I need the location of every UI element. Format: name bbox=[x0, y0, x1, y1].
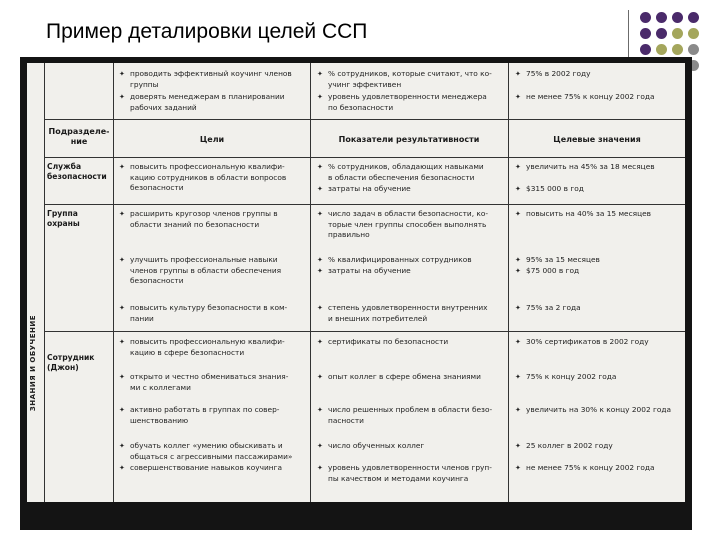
target-item bbox=[515, 372, 685, 383]
target-item bbox=[515, 209, 685, 220]
item-text: расширить кругозор членов группы в области знаний по безопасности bbox=[130, 209, 278, 229]
goal-item bbox=[119, 337, 309, 358]
grid-line bbox=[310, 63, 311, 502]
bullet-icon: ✦ bbox=[515, 267, 521, 275]
bullet-icon: ✦ bbox=[515, 70, 521, 78]
item-text: число обученных коллег bbox=[328, 441, 425, 450]
goal-item bbox=[119, 303, 309, 324]
decorative-dot bbox=[656, 28, 667, 39]
indicator-item bbox=[317, 463, 507, 484]
item-text: степень удовлетворенности внутренних и внешних потребителей bbox=[328, 303, 488, 323]
decorative-dot bbox=[656, 44, 667, 55]
bullet-icon: ✦ bbox=[119, 338, 125, 346]
bullet-icon: ✦ bbox=[515, 442, 521, 450]
bullet-icon: ✦ bbox=[515, 93, 521, 101]
indicator-item bbox=[317, 184, 507, 195]
item-text: 25 коллег в 2002 году bbox=[526, 441, 613, 450]
item-text: открыто и честно обмениваться знания- ми с коллегами bbox=[130, 372, 289, 392]
header-targets: Целевые значения bbox=[553, 135, 641, 144]
bullet-icon: ✦ bbox=[119, 304, 125, 312]
goal-item bbox=[119, 69, 309, 90]
item-text: увеличить на 45% за 18 месяцев bbox=[526, 162, 655, 171]
grid-line bbox=[44, 331, 685, 332]
bullet-icon: ✦ bbox=[119, 93, 125, 101]
bullet-icon: ✦ bbox=[515, 163, 521, 171]
bullet-icon: ✦ bbox=[119, 256, 125, 264]
target-item bbox=[515, 162, 685, 173]
indicator-item bbox=[317, 92, 507, 113]
grid-line bbox=[44, 157, 685, 158]
item-text: % сотрудников, обладающих навыками в области обеспечения безопасности bbox=[328, 162, 484, 182]
indicator-item bbox=[317, 441, 507, 452]
bullet-icon: ✦ bbox=[515, 406, 521, 414]
indicator-item bbox=[317, 266, 507, 277]
item-text: $315 000 в год bbox=[526, 184, 584, 193]
target-item bbox=[515, 184, 685, 195]
item-text: повысить на 40% за 15 месяцев bbox=[526, 209, 652, 218]
target-item bbox=[515, 405, 685, 416]
bullet-icon: ✦ bbox=[317, 373, 323, 381]
bullet-icon: ✦ bbox=[515, 464, 521, 472]
decorative-dot bbox=[672, 12, 683, 23]
goal-item bbox=[119, 92, 309, 113]
bullet-icon: ✦ bbox=[317, 267, 323, 275]
unit-security: Служба безопасности bbox=[47, 162, 107, 181]
bullet-icon: ✦ bbox=[317, 70, 323, 78]
goal-item bbox=[119, 372, 309, 393]
item-text: активно работать в группах по совер- шенствованию bbox=[130, 405, 280, 425]
item-text: затраты на обучение bbox=[328, 184, 411, 193]
target-item bbox=[515, 69, 685, 80]
indicator-item bbox=[317, 372, 507, 383]
target-item bbox=[515, 441, 685, 452]
grid-line bbox=[44, 119, 685, 120]
bullet-icon: ✦ bbox=[317, 185, 323, 193]
item-text: 30% сертификатов в 2002 году bbox=[526, 337, 649, 346]
bullet-icon: ✦ bbox=[119, 442, 125, 450]
header-goals: Цели bbox=[199, 135, 225, 144]
bullet-icon: ✦ bbox=[317, 442, 323, 450]
goal-item bbox=[119, 405, 309, 426]
item-text: 75% за 2 года bbox=[526, 303, 581, 312]
target-item bbox=[515, 463, 685, 474]
decorative-dot bbox=[656, 12, 667, 23]
indicator-item bbox=[317, 69, 507, 90]
slide-title: Пример деталировки целей ССП bbox=[46, 20, 368, 43]
bullet-icon: ✦ bbox=[515, 210, 521, 218]
item-text: % сотрудников, которые считают, что ко- учинг эффективен bbox=[328, 69, 492, 89]
goal-item bbox=[119, 209, 309, 230]
unit-employee: Сотрудник (Джон) bbox=[47, 353, 95, 372]
header-unit: Подразделе- ние bbox=[48, 127, 110, 146]
bullet-icon: ✦ bbox=[515, 373, 521, 381]
item-text: увеличить на 30% к концу 2002 года bbox=[526, 405, 672, 414]
goal-item bbox=[119, 255, 309, 287]
scanned-table bbox=[27, 63, 685, 502]
indicator-item bbox=[317, 337, 507, 348]
grid-line bbox=[508, 63, 509, 502]
item-text: уровень удовлетворенности менеджера по безопасности bbox=[328, 92, 487, 112]
item-text: число задач в области безопасности, ко- торые член группы способен выполнять правильно bbox=[328, 209, 489, 239]
bullet-icon: ✦ bbox=[317, 256, 323, 264]
item-text: не менее 75% к концу 2002 года bbox=[526, 463, 655, 472]
bullet-icon: ✦ bbox=[515, 185, 521, 193]
decorative-dot bbox=[640, 44, 651, 55]
target-item bbox=[515, 337, 685, 348]
item-text: проводить эффективный коучинг членов группы bbox=[130, 69, 292, 89]
bullet-icon: ✦ bbox=[317, 304, 323, 312]
bullet-icon: ✦ bbox=[317, 406, 323, 414]
goal-item bbox=[119, 463, 309, 474]
decorative-dot bbox=[688, 12, 699, 23]
bullet-icon: ✦ bbox=[317, 464, 323, 472]
item-text: улучшить профессиональные навыки членов группы в области обеспечения безопасности bbox=[130, 255, 282, 285]
decorative-dot bbox=[640, 12, 651, 23]
item-text: $75 000 в год bbox=[526, 266, 580, 275]
item-text: число решенных проблем в области безо- пасности bbox=[328, 405, 493, 425]
item-text: опыт коллег в сфере обмена знаниями bbox=[328, 372, 481, 381]
item-text: 95% за 15 месяцев bbox=[526, 255, 600, 264]
decorative-dot bbox=[688, 28, 699, 39]
decorative-dot bbox=[672, 28, 683, 39]
bullet-icon: ✦ bbox=[119, 406, 125, 414]
unit-guard: Группа охраны bbox=[47, 209, 80, 228]
item-text: затраты на обучение bbox=[328, 266, 411, 275]
item-text: повысить культуру безопасности в ком- пании bbox=[130, 303, 288, 323]
bullet-icon: ✦ bbox=[119, 70, 125, 78]
grid-line bbox=[113, 204, 685, 205]
decorative-dot bbox=[640, 28, 651, 39]
decorative-dot bbox=[672, 44, 683, 55]
bullet-icon: ✦ bbox=[119, 163, 125, 171]
grid-line bbox=[113, 63, 114, 502]
target-item bbox=[515, 92, 685, 103]
bullet-icon: ✦ bbox=[317, 93, 323, 101]
bullet-icon: ✦ bbox=[119, 210, 125, 218]
item-text: повысить профессиональную квалифи- кацию в сфере безопасности bbox=[130, 337, 285, 357]
indicator-item bbox=[317, 405, 507, 426]
bullet-icon: ✦ bbox=[317, 163, 323, 171]
item-text: 75% к концу 2002 года bbox=[526, 372, 617, 381]
bullet-icon: ✦ bbox=[317, 210, 323, 218]
indicator-item bbox=[317, 209, 507, 241]
target-item bbox=[515, 303, 685, 314]
target-item bbox=[515, 255, 685, 266]
target-item bbox=[515, 266, 685, 277]
indicator-item bbox=[317, 162, 507, 183]
item-text: % квалифицированных сотрудников bbox=[328, 255, 472, 264]
goal-item bbox=[119, 162, 309, 194]
item-text: повысить профессиональную квалифи- кацию сотрудников в области вопросов безопасности bbox=[130, 162, 287, 192]
bullet-icon: ✦ bbox=[119, 373, 125, 381]
side-label: ЗНАНИЯ И ОБУЧЕНИЕ bbox=[29, 315, 37, 412]
bullet-icon: ✦ bbox=[119, 464, 125, 472]
item-text: уровень удовлетворенности членов груп- пы качеством и методами коучинга bbox=[328, 463, 492, 483]
decorative-dot bbox=[688, 44, 699, 55]
item-text: 75% в 2002 году bbox=[526, 69, 591, 78]
item-text: совершенствование навыков коучинга bbox=[130, 463, 282, 472]
header-indicators: Показатели результативности bbox=[338, 135, 480, 144]
goal-item bbox=[119, 441, 309, 462]
indicator-item bbox=[317, 255, 507, 266]
grid-line bbox=[44, 204, 113, 205]
item-text: сертификаты по безопасности bbox=[328, 337, 449, 346]
item-text: обучать коллег «умению обыскивать и общаться с агрессивными пассажирами» bbox=[130, 441, 293, 461]
bullet-icon: ✦ bbox=[317, 338, 323, 346]
item-text: доверять менеджерам в планировании рабочих заданий bbox=[130, 92, 285, 112]
indicator-item bbox=[317, 303, 507, 324]
bullet-icon: ✦ bbox=[515, 304, 521, 312]
item-text: не менее 75% к концу 2002 года bbox=[526, 92, 655, 101]
bullet-icon: ✦ bbox=[515, 256, 521, 264]
bullet-icon: ✦ bbox=[515, 338, 521, 346]
